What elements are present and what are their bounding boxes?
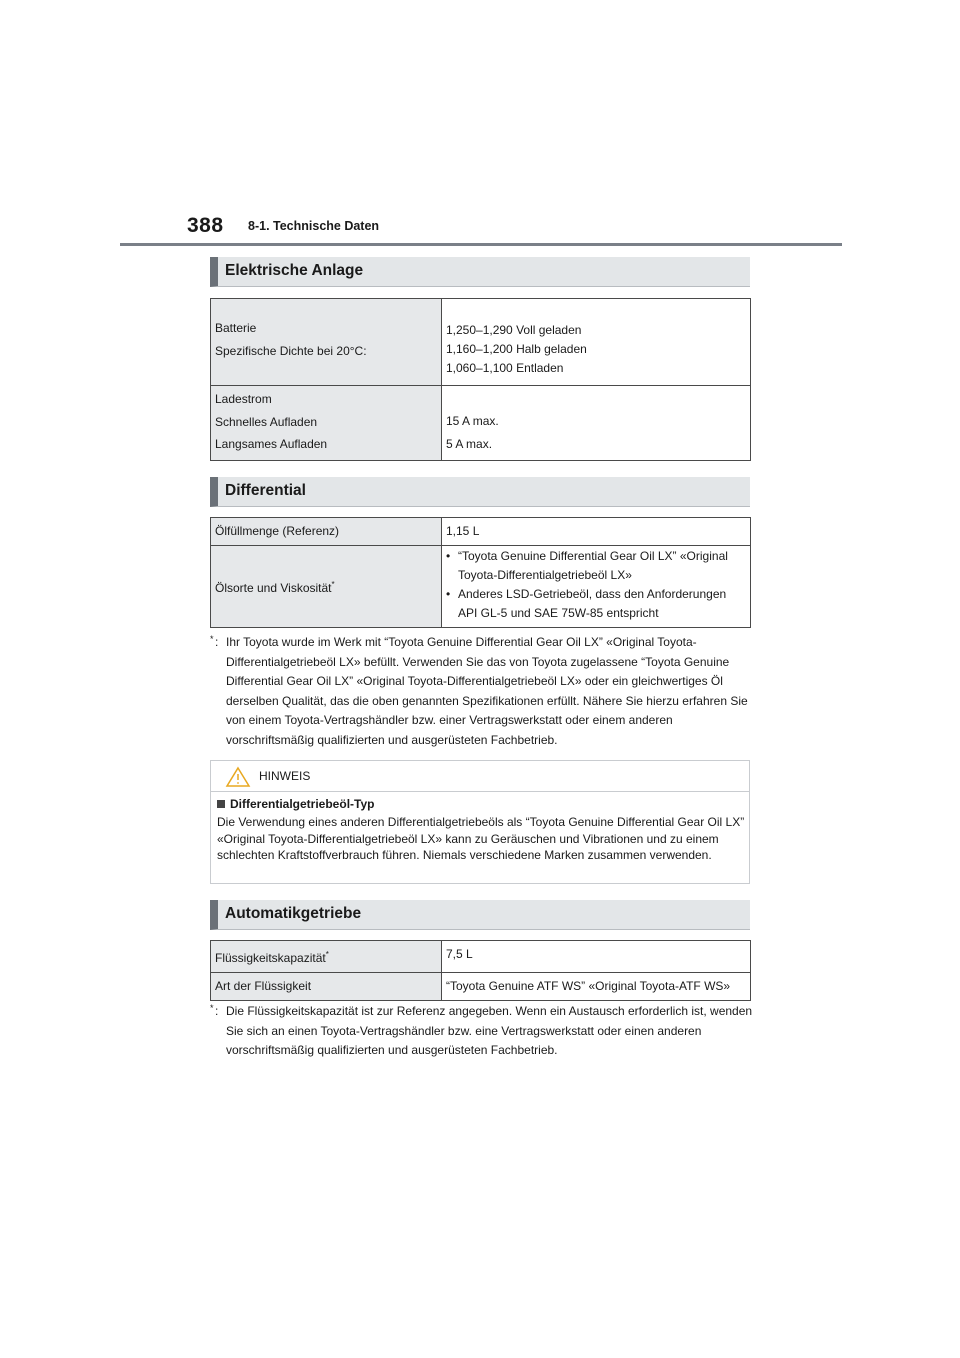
bullet-icon: • — [446, 587, 451, 601]
chapter-title: 8-1. Technische Daten — [248, 219, 380, 233]
table-cell-value — [442, 546, 751, 628]
section-title: Automatikgetriebe — [225, 905, 362, 922]
table-row — [211, 299, 751, 386]
bullet-text: “Toyota Genuine Differential Gear Oil LX” «Original Toyota-Differentialgetriebeöl LX» — [458, 549, 728, 582]
notice-body: Die Verwendung eines anderen Differentialgetriebeöls als “Toyota Genuine Differential Gear Oil LX” «Original Toyota-Differentialgetriebeöl LX» kann zu Geräuschen und Vibrationen und zu einem schlechten Kraftstoffverbrauch führen. Niemals verschiedene Marken zusammen verwenden. — [217, 815, 745, 862]
footnote-text: Die Flüssigkeitskapazität ist zur Referenz angegeben. Wenn ein Austausch erforderlich ist, wenden Sie sich an einen Toyota-Vertragshändler bzw. eine Vertragswerkstatt oder einen anderen vorschriftsmäßig qualifizierten und ausgerüsteten Fachbetrieb. — [226, 1004, 753, 1057]
footnote-marker: * — [325, 950, 329, 959]
footnote-automatic — [210, 1002, 755, 1061]
section-heading-electric — [210, 257, 750, 287]
footnote-marker: * — [210, 634, 214, 644]
cell-line: 15 A max. — [446, 414, 499, 428]
cell-line: 1,160–1,200 Halb geladen — [446, 342, 587, 356]
cell-text: Ölfüllmenge (Referenz) — [215, 524, 340, 538]
differential-spec-table — [210, 517, 751, 628]
cell-line: 5 A max. — [446, 436, 493, 451]
table-row — [211, 546, 751, 628]
cell-text: Art der Flüssigkeit — [215, 979, 312, 993]
cell-line: Langsames Aufladen — [215, 437, 328, 451]
bullet-icon: • — [446, 549, 451, 563]
section-heading-differential — [210, 477, 750, 507]
table-cell-value — [442, 386, 751, 461]
notice-box — [210, 760, 750, 884]
table-cell-value — [442, 973, 751, 1001]
table-cell-label — [211, 518, 442, 546]
section-heading-automatic — [210, 900, 750, 930]
bullet-item — [446, 585, 746, 623]
section-title: Differential — [225, 482, 306, 499]
square-bullet-icon — [217, 800, 225, 808]
table-cell-label — [211, 299, 442, 386]
bullet-text: Anderes LSD-Getriebeöl, dass den Anforderungen API GL-5 und SAE 75W-85 entspricht — [458, 587, 727, 620]
cell-text: Flüssigkeitskapazität — [215, 951, 326, 965]
table-cell-label — [211, 546, 442, 628]
footnote-colon: : — [215, 1004, 219, 1018]
automatic-spec-table — [210, 940, 751, 1001]
cell-line: Ladestrom — [215, 392, 272, 406]
footnote-differential — [210, 633, 755, 750]
table-cell-value — [442, 518, 751, 546]
cell-line: Spezifische Dichte bei 20°C: — [215, 344, 367, 358]
table-row — [211, 941, 751, 973]
bullet-item — [446, 547, 746, 585]
table-row — [211, 386, 751, 461]
electric-spec-table — [210, 298, 751, 461]
notice-header — [211, 761, 749, 792]
notice-title: HINWEIS — [259, 769, 311, 783]
cell-line: 1,250–1,290 Voll geladen — [446, 323, 582, 337]
cell-line: 1,060–1,100 Entladen — [446, 361, 564, 375]
table-cell-label — [211, 941, 442, 973]
cell-text: 1,15 L — [446, 524, 480, 538]
footnote-text: Ihr Toyota wurde im Werk mit “Toyota Genuine Differential Gear Oil LX” «Original Toyota-Differentialgetriebeöl LX» befüllt. Verwenden Sie das von Toyota zugelassene “Toyota Genuine Differential Gear Oil LX” «Original Toyota-Differentialgetriebeöl LX» oder ein gleichwertiges Öl derselben Qualität, das die oben genannten Spezifikationen erfüllt. Nähere Sie hierzu erfahren Sie von einem Toyota-Vertragshändler bzw. einer Vertragswerkstatt oder einem anderen vorschriftsmäßig qualifizierten und ausgerüsteten Fachbetrieb. — [226, 635, 748, 747]
notice-subtitle-text: Differentialgetriebeöl-Typ — [230, 797, 375, 811]
page-number: 388 — [187, 214, 224, 237]
footnote-marker: * — [210, 1003, 214, 1013]
cell-line: Batterie — [215, 321, 257, 335]
table-cell-value — [442, 941, 751, 973]
table-row — [211, 973, 751, 1001]
notice-subtitle — [217, 797, 374, 811]
table-row — [211, 518, 751, 546]
cell-text: Ölsorte und Viskosität — [215, 581, 332, 595]
table-cell-label — [211, 973, 442, 1001]
cell-text: “Toyota Genuine ATF WS” «Original Toyota-ATF WS» — [446, 979, 731, 993]
footnote-colon: : — [215, 635, 219, 649]
header-rule — [120, 243, 842, 246]
table-cell-label — [211, 386, 442, 461]
warning-triangle-icon — [225, 766, 251, 788]
cell-line: Schnelles Aufladen — [215, 414, 318, 429]
table-cell-value — [442, 299, 751, 386]
cell-text: 7,5 L — [446, 947, 473, 961]
footnote-marker: * — [331, 580, 335, 589]
section-title: Elektrische Anlage — [225, 262, 364, 279]
